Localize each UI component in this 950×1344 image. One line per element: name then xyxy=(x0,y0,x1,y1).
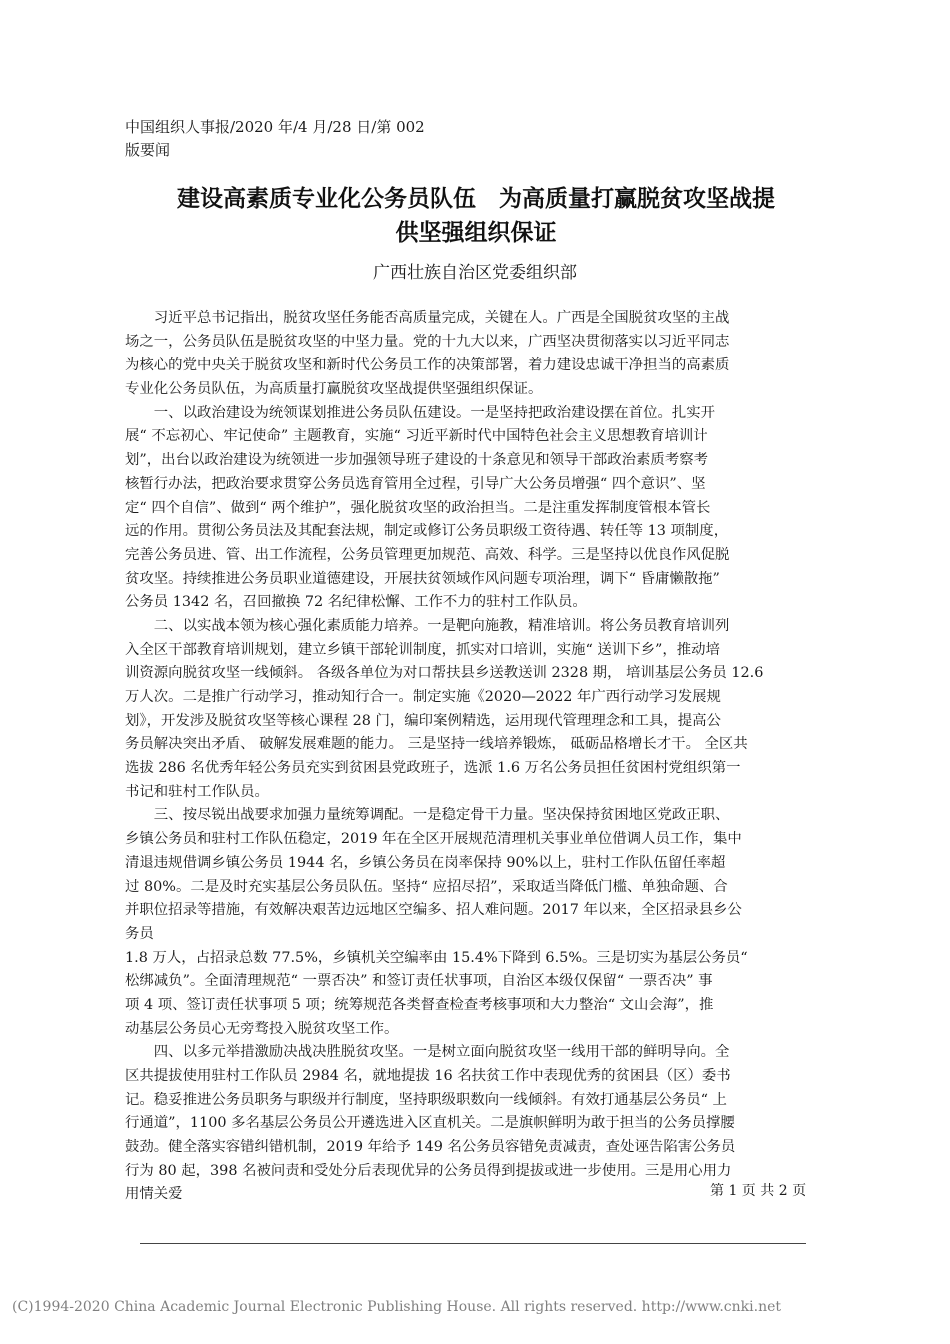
body-line: 专业化公务员队伍，为高质量打赢脱贫攻坚战提供坚强组织保证。 xyxy=(125,381,543,398)
body-line: 展“ 不忘初心、牢记使命” 主题教育，实施“ 习近平新时代中国特色社会主义思想教育培训计 xyxy=(125,428,708,445)
body-line: 务员解决突出矛盾、 破解发展难题的能力。 三是坚持一线培养锻炼， 砥砺品格增长才干。 全区共 xyxy=(125,736,748,753)
body-line: 书记和驻村工作队员。 xyxy=(125,783,269,800)
body-line: 远的作用。贯彻公务员法及其配套法规，制定或修订公务员职级工资待遇、转任等 13 项制度， xyxy=(125,523,729,540)
body-line: 乡镇公务员和驻村工作队伍稳定，2019 年在全区开展规范清理机关事业单位借调人员工作，集中 xyxy=(125,831,742,848)
body-line: 动基层公务员心无旁骛投入脱贫攻坚工作。 xyxy=(125,1020,399,1037)
body-line: 选拔 286 名优秀年轻公务员充实到贫困县党政班子，选派 1.6 万名公务员担任贫困村党组织第一 xyxy=(125,760,741,777)
body-line: 场之一，公务员队伍是脱贫攻坚的中坚力量。党的十九大以来，广西坚决贯彻落实以习近平同志 xyxy=(125,333,730,350)
article-title xyxy=(120,182,832,250)
body-line: 定“ 四个自信”、做到“ 两个维护”，强化脱贫攻坚的政治担当。二是注重发挥制度管根本管长 xyxy=(125,499,711,516)
body-line: 区共提拔使用驻村工作队员 2984 名，就地提拔 16 名扶贫工作中表现优秀的贫困县（区）委书 xyxy=(125,1068,731,1084)
body-line: 过 80%。二是及时充实基层公务员队伍。坚持“ 应招尽招”，采取适当降低门槛、单独命题、合 xyxy=(125,878,728,895)
title-line: 供坚强组织保证 xyxy=(395,220,557,246)
body-line: 记。稳妥推进公务员职务与职级并行制度，坚持职级职数向一线倾斜。有效打通基层公务员“ 上 xyxy=(125,1091,727,1108)
body-line: 完善公务员进、管、出工作流程，公务员管理更加规范、高效、科学。三是坚持以优良作风促脱 xyxy=(125,546,730,563)
body-line: 行为 80 起，398 名被问责和受处分后表现优异的公务员得到提拔或进一步使用。三是用心用力 xyxy=(125,1162,732,1179)
copyright-notice: (C)1994-2020 China Academic Journal Electronic Publishing House. All rights reserved. http://www.cnki.net xyxy=(12,1299,782,1315)
body-line: 清退违规借调乡镇公务员 1944 名，乡镇公务员在岗率保持 90%以上，驻村工作队伍留任率超 xyxy=(125,854,726,871)
title-line: 建设高素质专业化公务员队伍 为高质量打赢脱贫攻坚战提 xyxy=(177,186,775,212)
footer-divider xyxy=(140,1243,806,1244)
body-line: 万人次。二是推广行动学习，推动知行合一。制定实施《2020—2022 年广西行动学习发展规 xyxy=(125,689,721,705)
body-line: 划》，开发涉及脱贫攻坚等核心课程 28 门，编印案例精选，运用现代管理理念和工具，提高公 xyxy=(125,712,721,729)
article-body xyxy=(125,307,837,1207)
body-line: 鼓劲。健全落实容错纠错机制，2019 年给予 149 名公务员容错免责减责，查处诬告陷害公务员 xyxy=(125,1139,736,1156)
body-line: 并职位招录等措施，有效解决艰苦边远地区空编多、招人难问题。2017 年以来，全区招录县乡公 xyxy=(125,902,742,919)
body-line: 一、以政治建设为统领谋划推进公务员队伍建设。一是坚持把政治建设摆在首位。扎实开 xyxy=(125,404,716,421)
body-line: 用情关爱 xyxy=(125,1186,183,1203)
author-byline: 广西壮族自治区党委组织部 xyxy=(373,263,577,283)
body-line: 为核心的党中央关于脱贫攻坚和新时代公务员工作的决策部署，着力建设忠诚干净担当的高素质 xyxy=(125,357,730,374)
body-line: 划”，出台以政治建设为统领进一步加强领导班子建设的十条意见和领导干部政治素质考察考 xyxy=(125,452,708,469)
body-line: 二、以实战本领为核心强化素质能力培养。一是靶向施教，精准培训。将公务员教育培训列 xyxy=(125,617,730,634)
source-line: 中国组织人事报/2020 年/4 月/28 日/第 002 xyxy=(125,118,425,136)
body-line: 入全区干部教育培训规划，建立乡镇干部轮训制度，抓实对口培训，实施“ 送训下乡”，推动培 xyxy=(125,641,720,658)
body-line: 三、按尽锐出战要求加强力量统筹调配。一是稳定骨干力量。坚决保持贫困地区党政正职、 xyxy=(125,807,730,824)
body-line: 项 4 项、签订责任状事项 5 项；统筹规范各类督查检查考核事项和大力整治“ 文山会海”，推 xyxy=(125,996,714,1013)
body-line: 训资源向脱贫攻坚一线倾斜。 各级各单位为对口帮扶县乡送教送训 2328 期， 培训基层公务员 12.6 xyxy=(125,665,764,682)
section-label: 版要闻 xyxy=(125,141,171,159)
page-number: 第 1 页 共 2 页 xyxy=(710,1183,807,1199)
body-line: 松绑减负”。全面清理规范“ 一票否决” 和签订责任状事项，自治区本级仅保留“ 一票否决” 事 xyxy=(125,973,713,990)
body-line: 务员 xyxy=(125,925,154,942)
body-line: 四、以多元举措激励决战决胜脱贫攻坚。一是树立面向脱贫攻坚一线用干部的鲜明导向。全 xyxy=(125,1044,730,1061)
body-line: 贫攻坚。持续推进公务员职业道德建设，开展扶贫领域作风问题专项治理，调下“ 昏庸懒散拖” xyxy=(125,570,720,587)
body-line: 核暂行办法，把政治要求贯穿公务员选育管用全过程，引导广大公务员增强“ 四个意识”、坚 xyxy=(125,475,706,492)
body-line: 公务员 1342 名，召回撤换 72 名纪律松懈、工作不力的驻村工作队员。 xyxy=(125,594,587,611)
body-line: 行通道”，1100 多名基层公务员公开遴选进入区直机关。二是旗帜鲜明为敢于担当的公务员撑腰 xyxy=(125,1115,735,1132)
body-line: 习近平总书记指出，脱贫攻坚任务能否高质量完成，关键在人。广西是全国脱贫攻坚的主战 xyxy=(125,310,730,326)
body-line: 1.8 万人，占招录总数 77.5%，乡镇机关空编率由 15.4%下降到 6.5%。三是切实为基层公务员“ xyxy=(125,949,748,966)
